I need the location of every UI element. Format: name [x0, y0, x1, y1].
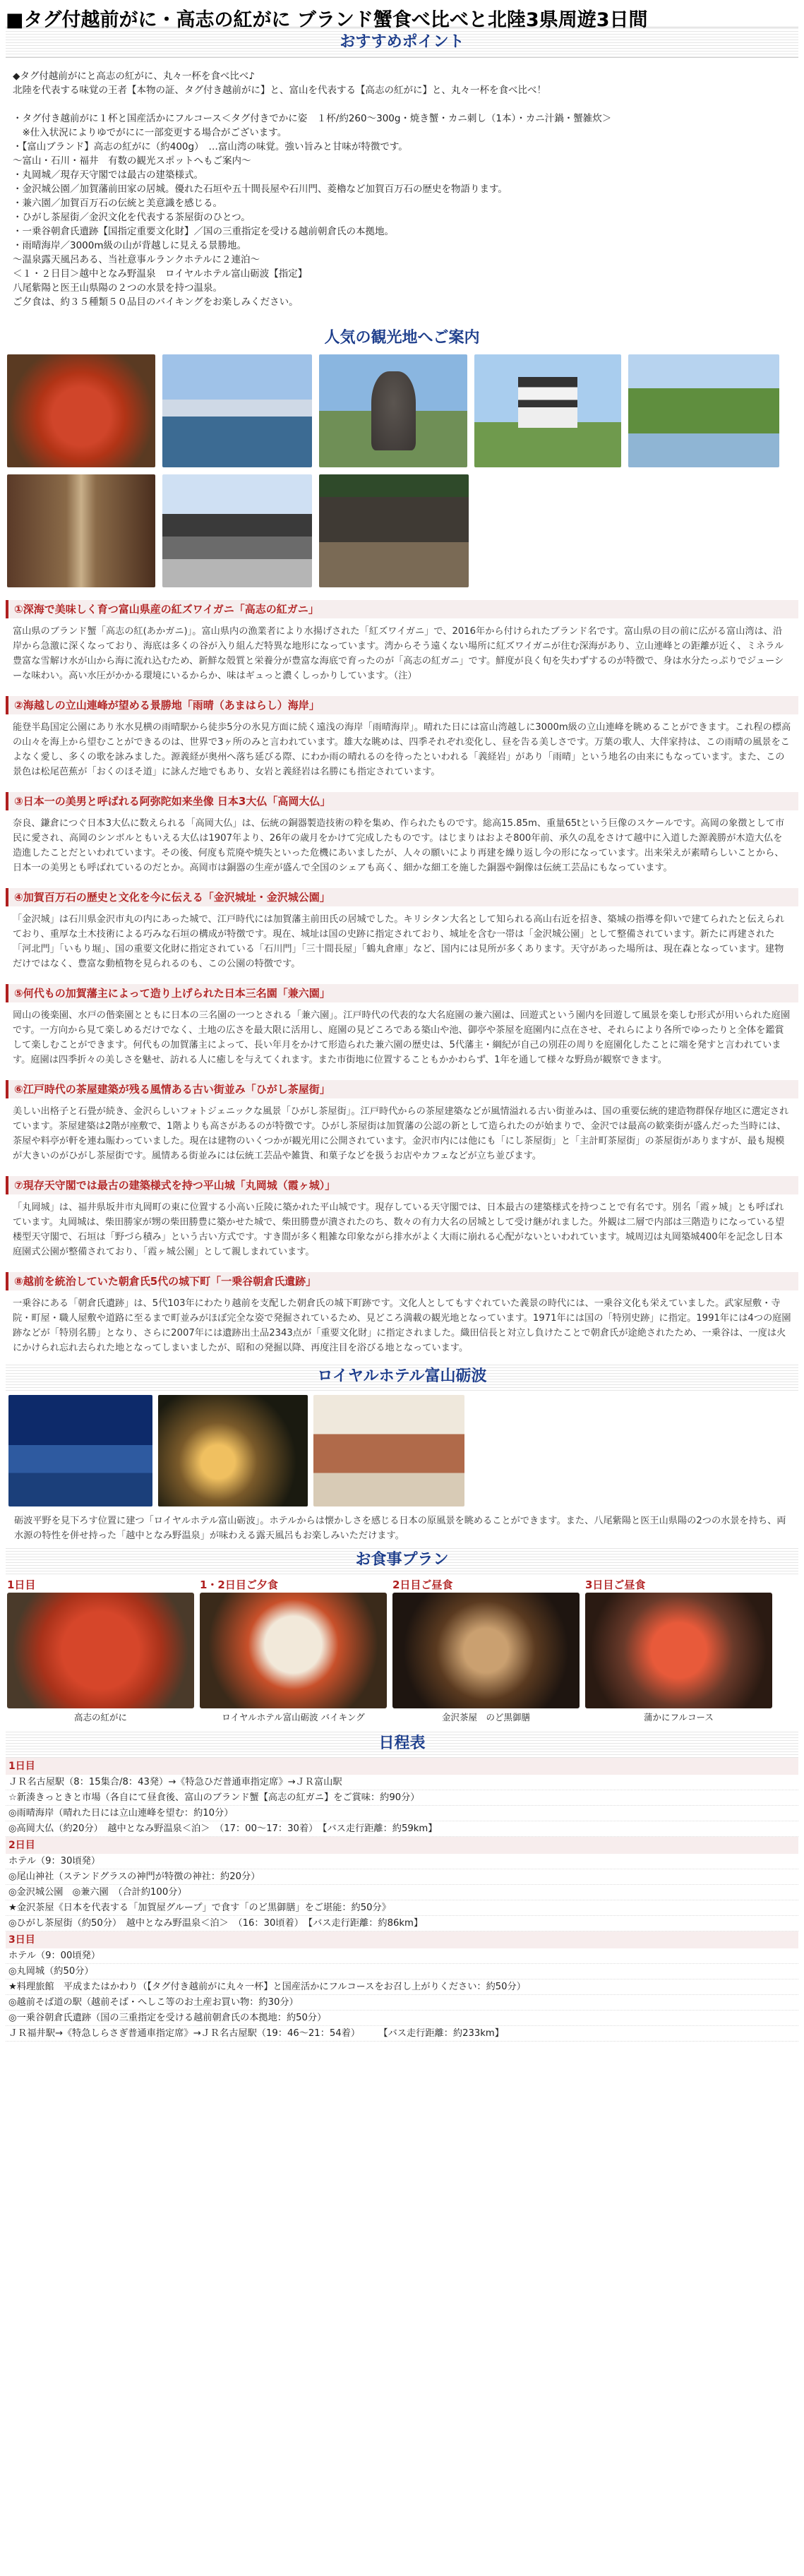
- section-title: ⑥江戸時代の茶屋建築が残る風情ある古い街並み「ひがし茶屋街」: [6, 1080, 798, 1098]
- schedule-line: ★料理旅館 平成またはかわり（【タグ付き越前がに丸々一杯】と国産活かにフルコースをお召し上がりください：約50分）: [6, 1979, 798, 1995]
- meal-caption: 蒲かにフルコース: [644, 1712, 714, 1723]
- meal-day: 1・2日目ご夕食: [200, 1578, 278, 1591]
- schedule-line: ホテル（9：00頃発）: [6, 1948, 798, 1964]
- meal-caption: 高志の紅がに: [73, 1712, 127, 1723]
- point-line: ＜１・２日目＞越中となみ野温泉 ロイヤルホテル富山砺波【指定】: [13, 268, 308, 280]
- meal-caption: 金沢茶屋 のど黒御膳: [441, 1712, 530, 1723]
- point-line: ・ひがし茶屋街／金沢文化を代表する茶屋街のひとつ。: [13, 212, 251, 223]
- point-line: ・【富山ブランド】高志の紅がに（約400g） …富山湾の味覚。強い旨みと甘味が特徴です。: [13, 141, 408, 152]
- photo-ichijodani: [319, 474, 469, 587]
- photo-kanazawa-castle: [162, 474, 312, 587]
- section-body: 富山県のブランド蟹「高志の紅(あかガニ)」。富山県内の漁業者により水揚げされた「紅ズワイガニ」で、2016年から付けられたブランド名です。富山県の目の前に広がる富山湾は、沿岸から急激に深くなっており、海底は多くの谷が入り組んだ特異な地形になっています。湾からそう遠くない場所に紅ズワイガニが住む深海があり、立山連峰との距離が近く、ミネラル豊富な雪解け水が山から海に流れ込むため、新鮮な殻質と栄養分が豊富な海底で育ったのが「高志の紅ガニ」です。鮮度が良く旬を失わずするのが特徴で、身は水分たっぷりでジューシーな味わい。高い水圧がかかる環境にいるからか、味はギュっと濃くしっかりしています。（注）: [13, 626, 784, 681]
- point-line: ・兼六園／加賀百万石の伝統と美意識を感じる。: [13, 198, 222, 209]
- sights-photo-row-1: [0, 354, 804, 467]
- section-body: 奈良、鎌倉につぐ日本3大仏に数えられる「高岡大仏」は、伝統の銅器製造技術の粋を集め、作られたものです。総高15.85m、重量65tという巨像のスケールです。高岡の象徴として市民に愛され、高岡のシンボルともいえる大仏は1907年より、26年の歳月をかけて完成したものです。はじまりはおよそ800年前、承久の乱をさけて越中に入道した源義勝が木造大仏を造進したことだといわれています。その後、何度も荒廃や焼失といった危機にあいましたが、人々の願いにより再建を繰り返し今の形になっています。出来栄えが素晴らしいことから、日本一の美男とも呼ばれているのだとか。高岡市は銅器の生産が盛んで全国のシェアも高く、細かな細工を施した銅器や銅像は伝統工芸品にもなっています。: [13, 818, 785, 873]
- point-line: ◆タグ付越前がにと高志の紅がに、丸々一杯を食べ比べ♪: [13, 71, 255, 82]
- point-line: ・雨晴海岸／3000m級の山が背越しに見える景勝地。: [13, 240, 247, 251]
- page-title: ■タグ付越前がに・高志の紅がに ブランド蟹食べ比べと北陸3県周遊3日間: [6, 9, 648, 31]
- meal-card: [200, 1577, 387, 1727]
- schedule-line: ◎雨晴海岸（晴れた日には立山連峰を望む：約10分）: [6, 1806, 798, 1821]
- point-line: ご夕食は、約３５種類５０品目のバイキングをお楽しみください。: [13, 296, 299, 308]
- schedule-line: ◎越前そば道の駅（越前そば・へしこ等のお土産お買い物：約30分）: [6, 1995, 798, 2011]
- section-body: 美しい出格子と石畳が続き、金沢らしいフォトジェニックな風景「ひがし茶屋街」。江戸時代からの茶屋建築などが風情溢れる古い街並みは、国の重要伝統的建造物群保存地区に選定されています。茶屋建築は2階が座敷で、1階よりも高さがあるのが特徴です。ひがし茶屋街は加賀藩の公認の新として造られたのが始まりで、金沢では最高の歓楽街が盛んだった当時には、茶屋や料亭が軒を連ね賑わっていました。現在は建物のいくつかが観光用に公開されています。金沢市内には他にも「にし茶屋街」と「主計町茶屋街」の茶屋街がありますが、最も規模が大きいのがひがし茶屋街です。風情ある街並みには伝統工芸品や雑貨、和菓子などを扱うお店やカフェなどが立ち並びます。: [13, 1106, 789, 1161]
- meals-header: お食事プラン: [6, 1546, 798, 1574]
- section-body: 「金沢城」は石川県金沢市丸の内にあった城で、江戸時代には加賀藩主前田氏の居城でした。キリシタン大名として知られる高山右近を招き、築城の指導を仰いで建てられたと伝えられており、重厚な土木技術による巧みな石垣の構成が特徴です。現在、城址は国の史跡に指定されており、城址を含む一帯は「金沢城公園」として整備されています。新たに再建された「河北門」「いもり堀」、国の重要文化財に指定されている「石川門」「三十間長屋」「鶴丸倉庫」など、国内には見所が多くあります。天守があった場所は、現在森となっています。建物だけではなく、豊富な動植物を見られるのも、この公園の特徴です。: [13, 914, 785, 969]
- point-line: 〜温泉露天風呂ある、当社意事ルランクホテルに２連泊〜: [13, 254, 260, 265]
- section-title: ①深海で美味しく育つ富山県産の紅ズワイガニ「高志の紅ガニ」: [6, 600, 798, 618]
- day-label: 2日目: [6, 1837, 798, 1854]
- point-line: 北陸を代表する味覚の王者【本物の証、タグ付き越前がに】と、富山を代表する【高志の紅がに】と、丸々一杯を食べ比べ！: [13, 85, 546, 96]
- recommend-points: [6, 64, 798, 315]
- section-title: ②海越しの立山連峰が望める景勝地「雨晴（あまはらし）海岸」: [6, 696, 798, 714]
- photo-meal-buffet: [200, 1593, 387, 1708]
- photo-meal-crab: [7, 1593, 194, 1708]
- section-title: ④加賀百万石の歴史と文化を今に伝える「金沢城址・金沢城公園」: [6, 888, 798, 906]
- photo-hotel-exterior: [8, 1395, 152, 1506]
- schedule-line: ＪＲ名古屋駅（8：15集合/8：43発）→《特急ひだ普通車指定席》→ＪＲ富山駅: [6, 1775, 798, 1790]
- meal-day: 3日目ご昼食: [585, 1578, 646, 1591]
- schedule-line: ◎尾山神社（ステンドグラスの神門が特徴の神社：約20分）: [6, 1869, 798, 1885]
- schedule-line: ＪＲ福井駅→《特急しらさぎ普通車指定席》→ＪＲ名古屋駅（19：46〜21：54着） 【バス走行距離：約233km】: [6, 2026, 798, 2042]
- day-label: 3日目: [6, 1931, 798, 1948]
- point-line: 〜富山・石川・福井 有数の観光スポットへもご案内〜: [13, 155, 251, 167]
- schedule-table: [6, 1758, 798, 2042]
- point-line: ・丸岡城／現存天守閣では最古の建築様式。: [13, 169, 203, 181]
- sights-header: 人気の観光地へご案内: [324, 329, 480, 347]
- photo-takaoka-daibutsu: [319, 354, 467, 467]
- section-title: ⑤何代もの加賀藩主によって造り上げられた日本三名園「兼六園」: [6, 984, 798, 1002]
- photo-higashi-chaya: [7, 474, 155, 587]
- point-gap: [13, 97, 791, 112]
- photo-crab: [7, 354, 155, 467]
- point-line: ・タグ付き越前がに１杯と国産活かにフルコース＜タグ付きでかに姿 １杯/約260～300g・焼き蟹・カニ刺し（1本）・カニ汁鍋・蟹雑炊＞: [13, 113, 612, 124]
- meal-card: [392, 1577, 580, 1727]
- schedule-header: 日程表: [6, 1730, 798, 1758]
- recommend-header: おすすめポイント: [6, 27, 798, 58]
- section-body: 岡山の後楽園、水戸の偕楽園とともに日本の三名園の一つとされる「兼六園」。江戸時代の代表的な大名庭園の兼六園は、回遊式という園内を回遊して風景を楽しむ形式が用いられた庭園です。一方向から見て楽しめるだけでなく、土地の広さを最大限に活用し、庭園の見どころである築山や池、御亭や茶屋を庭園内に点在させ、それらにより各所でゆったりと全体を鑑賞して楽しむことができます。何代もの加賀藩主によって、長い年月をかけて形造られた兼六園の歴史は、5代藩主・綱紀が自己の別荘の周りを庭園化したことに端を発すと言われています。庭園は四季折々の美しさを魅せ、訪れる人に癒しを与えてくれます。また市街地に位置することもかかわらず、1年を通して様々な野鳥が観察できます。: [13, 1010, 791, 1065]
- photo-hotel-bath: [158, 1395, 308, 1506]
- photo-kenrokuen: [628, 354, 779, 467]
- schedule-line: ☆新湊きっときと市場（各自にて昼食後、富山のブランド蟹【高志の紅ガニ】をご賞味：約90分）: [6, 1790, 798, 1806]
- schedule-line: ◎一乗谷朝倉氏遺跡（国の三重指定を受ける越前朝倉氏の本拠地：約50分）: [6, 2011, 798, 2026]
- section-body: 「丸岡城」は、福井県坂井市丸岡町の東に位置する小高い丘陵に築かれた平山城です。現存している天守閣では、日本最古の建築様式を持つことで有名です。別名「霞ヶ城」とも呼ばれています。丸岡城は、柴田勝家が甥の柴田勝豊に築かせた城で、柴田勝豊が潰されたのち、数々の有力大名の居城として受け継がれました。外観は二層で内部は三階造りになっている望楼型天守閣で、石垣は「野づら積み」という古い方式です。すき間が多く粗雑な印象ながら排水がよく大雨に崩れる心配がないといわれています。城周辺は丸岡築城400年を記念し日本庭園式公園が整備されており、「霞ヶ城公園」として親しまれています。: [13, 1202, 785, 1257]
- meal-card: [7, 1577, 194, 1727]
- day-label: 1日目: [6, 1758, 798, 1775]
- meal-caption: ロイヤルホテル富山砺波 バイキング: [222, 1712, 365, 1723]
- point-line: ・一乗谷朝倉氏遺跡【国指定重要文化財】／国の三重指定を受ける越前朝倉氏の本拠地。: [13, 226, 394, 237]
- point-line: ・金沢城公園／加賀藩前田家の居城。優れた石垣や五十間長屋や石川門、菱櫓など加賀百万石の歴史を物語ります。: [13, 184, 508, 195]
- schedule-line: ◎ひがし茶屋街（約50分） 越中となみ野温泉＜泊＞ （16：30頃着） 【バス走行距離：約86km】: [6, 1916, 798, 1931]
- photo-maruoka-castle: [474, 354, 621, 467]
- section-body: 能登半島国定公園にあり氷水見横の雨晴駅から徒歩5分の氷見方面に続く遠浅の海岸「雨晴海岸」。晴れた日には富山湾越しに3000m級の立山連峰を眺めることができます。これ程の標高の山々を海上から望むことができるのは、世界で3ヶ所のみと言われています。雄大な眺めは、四季それぞれ変化し、昼を告る美しさです。万葉の歌人、大伴家持は、この雨晴の風景をこよなく愛し、多くの歌を詠みました。源義経が奥州へ落ち延びる際、にわか雨の晴れるのを待ったといわれる「義経岩」があり「雨晴」という地名の由来にもなっています。また、この景色は松尾芭蕉が「おくのほそ道」に詠んだ地でもあり、女岩と義経岩は名勝にも指定されています。: [13, 722, 791, 777]
- point-line: 八尾紫陽と医王山県陽の２つの水景を持つ温泉。: [13, 282, 222, 294]
- section-body: 一乗谷にある「朝倉氏遺跡」は、5代103年にわたり越前を支配した朝倉氏の城下町跡です。文化人としてもすぐれていた義景の時代には、一乗谷文化も栄えていました。武家屋敷・寺院・町屋・職人屋敷や道路に至るまで町並みがほぼ完全な姿で発掘されているため、見どころ満載の観光地となっています。1971年には国の「特別史跡」に指定。1991年には4つの庭園跡などが「特別名勝」となり、さらに2007年には遺跡出土品2343点が「重要文化財」に指定されました。織田信長と対立し負けたことで朝倉氏が途絶されたため、一乗谷は、一度は火にかけられ忘れ去られた地となってしまいましたが、昭和の発掘以降、再度注目を浴びる地となっています。: [13, 1298, 791, 1353]
- schedule-line: ◎金沢城公園 ◎兼六園 （合計約100分）: [6, 1885, 798, 1900]
- meal-list: [0, 1574, 804, 1727]
- photo-hotel-room: [313, 1395, 464, 1506]
- sights-photo-row-2: [0, 474, 804, 587]
- schedule-line: ★金沢茶屋《日本を代表する「加賀屋グループ」で食す「のど黒御膳」をご堪能：約50分》: [6, 1900, 798, 1916]
- meal-day: 1日目: [7, 1578, 36, 1591]
- photo-meal-crab-course: [585, 1593, 772, 1708]
- photo-amaharashi-coast: [162, 354, 312, 467]
- schedule-line: ◎高岡大仏（約20分） 越中となみ野温泉＜泊＞ （17：00～17：30着） 【バス走行距離：約59km】: [6, 1821, 798, 1837]
- schedule-line: ◎丸岡城（約50分）: [6, 1964, 798, 1979]
- hotel-header: ロイヤルホテル富山砺波: [6, 1362, 798, 1391]
- meal-card: [585, 1577, 772, 1727]
- photo-meal-nodoguro: [392, 1593, 580, 1708]
- meal-day: 2日目ご昼食: [392, 1578, 453, 1591]
- section-title: ⑧越前を統治していた朝倉氏5代の城下町「一乗谷朝倉氏遺跡」: [6, 1272, 798, 1290]
- section-title: ⑦現存天守閣では最古の建築様式を持つ平山城「丸岡城（霞ヶ城）」: [6, 1176, 798, 1194]
- point-line: ※仕入状況によりゆでがにに一部変更する場合がございます。: [13, 127, 287, 138]
- hotel-description: 砺波平野を見下ろす位置に建つ「ロイヤルホテル富山砺波」。ホテルからは懐かしさを感じる日本の原風景を眺めることができます。また、八尾紫陽と医王山県陽の2つの水景を持ち、両水源の特性を併せ持った「越中となみ野温泉」が味わえる露天風呂もお楽しみいただけます。: [14, 1516, 786, 1541]
- hotel-photos: [0, 1391, 804, 1506]
- section-title: ③日本一の美男と呼ばれる阿弥陀如来坐像 日本3大仏「高岡大仏」: [6, 792, 798, 810]
- schedule-line: ホテル（9：30頃発）: [6, 1854, 798, 1869]
